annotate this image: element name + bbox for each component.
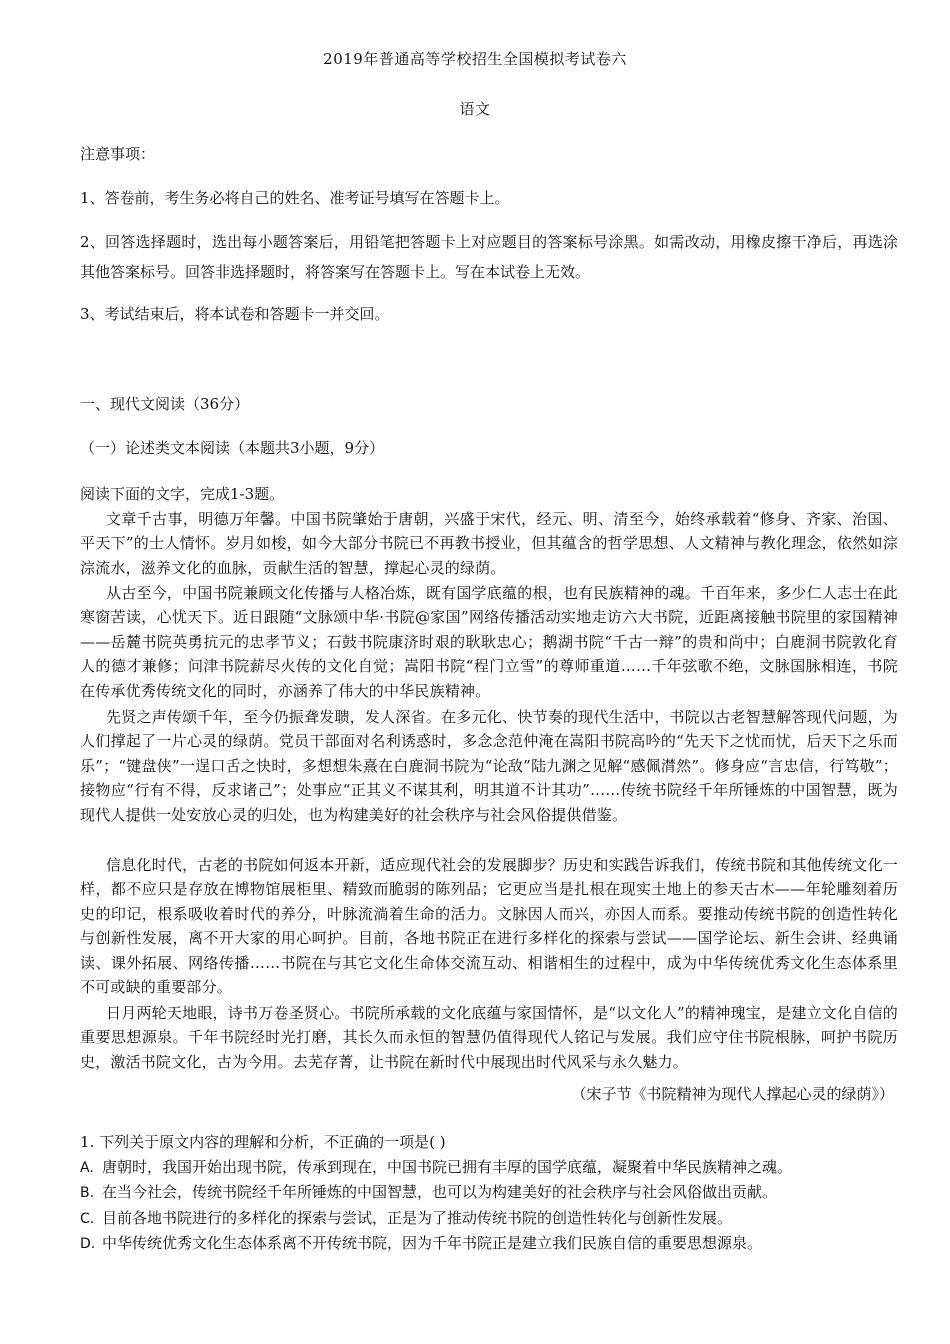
article-paragraph-3: 先贤之声传颂千年，至今仍振聋发聩，发人深省。在多元化、快节奏的现代生活中，书院以古老智慧解答现代问题，为人们撑起了一片心灵的绿荫。党员干部面对名利诱惑时，多念念范仲淹在嵩阳书院高吟的“先天下之忧而忧，后天下之乐而乐”；“键盘侠”一逞口舌之快时，多想想朱熹在白鹿洞书院为“论敌”陆九渊之见解“感佩潸然”。修身应“言忠信，行笃敬”；接物应“行有不得，反求诸己”；处事应“正其义不谋其利，明其道不计其功”……传统书院经千年所锤炼的中国智慧，既为现代人提供一处安放心灵的归处，也为构建美好的社会秩序与社会风俗提供借鉴。 (80, 708, 898, 824)
option-b-letter: B. (80, 1185, 95, 1202)
article-paragraph-4: 信息化时代，古老的书院如何返本开新，适应现代社会的发展脚步？历史和实践告诉我们，传统书院和其他传统文化一样，都不应只是存放在博物馆展柜里、精致而脆弱的陈列品；它更应当是扎根在现实土地上的参天古木——年轮雕刻着历史的印记，根系吸收着时代的养分，叶脉流淌着生命的活力。文脉因人而兴，亦因人而系。要推动传统书院的创造性转化与创新性发展，离不开大家的用心呵护。目前，各地书院正在进行多样化的探索与尝试——国学论坛、新生会讲、经典诵读、课外拓展、网络传播……书院在与其它文化生命体交流互动、相谐相生的过程中，成为中华传统优秀文化生态体系里不可或缺的重要部分。 (80, 856, 898, 997)
question-1-stem: 1. 下列关于原文内容的理解和分析，不正确的一项是( ) (80, 1133, 446, 1151)
option-a (80, 1155, 910, 1181)
article-source: （宋子节《书院精神为现代人撑起心灵的绿荫》） (571, 1085, 894, 1103)
notice-item-3: 3、考试结束后，将本试卷和答题卡一并交回。 (80, 305, 390, 323)
section-heading: 一、现代文阅读（36分） (80, 395, 250, 413)
notice-item-2: 2、回答选择题时，选出每小题答案后，用铅笔把答题卡上对应题目的答案标号涂黑。如需改动，用橡皮擦干净后，再选涂其他答案标号。回答非选择题时，将答案写在答题卡上。写在本试卷上无效。 (80, 233, 898, 281)
notice-heading: 注意事项： (80, 145, 156, 163)
subject-title: 语文 (459, 100, 491, 118)
notice-item-1: 1、答卷前，考生务必将自己的姓名、准考证号填写在答题卡上。 (80, 189, 510, 207)
option-d-letter: D. (80, 1236, 96, 1253)
option-b-text: 在当今社会，传统书院经千年所锤炼的中国智慧，也可以为构建美好的社会秩序与社会风俗做出贡献。 (102, 1183, 778, 1202)
option-c-text: 目前各地书院进行的多样化的探索与尝试，正是为了推动传统书院的创造性转化与创新性发展。 (102, 1208, 733, 1227)
exam-title: 2019年普通高等学校招生全国模拟考试卷六 (323, 50, 627, 68)
option-b (80, 1180, 910, 1206)
option-d-text: 中华传统优秀文化生态体系离不开传统书院，因为千年书院正是建立我们民族自信的重要思想源泉。 (102, 1234, 763, 1253)
section-subheading: （一）论述类文本阅读（本题共3小题，9分） (80, 439, 385, 457)
article-paragraph-5: 日月两轮天地眼，诗书万卷圣贤心。书院所承载的文化底蕴与家国情怀，是“以文化人”的精神瑰宝，是建立文化自信的重要思想源泉。千年书院经时光打磨，其长久而永恒的智慧仍值得现代人铭记与发展。我们应守住书院根脉，呵护书院历史，激活书院文化，古为今用。去芜存菁，让书院在新时代中展现出时代风采与永久魅力。 (80, 1004, 898, 1071)
article-paragraph-1: 文章千古事，明德万年馨。中国书院肇始于唐朝，兴盛于宋代，经元、明、清至今，始终承载着“修身、齐家、治国、平天下”的士人情怀。岁月如梭，如今大部分书院已不再教书授业，但其蕴含的哲学思想、人文精神与教化理念，依然如淙淙流水，滋养文化的血脉，贡献生活的智慧，撑起心灵的绿荫。 (80, 510, 898, 577)
option-a-letter: A. (80, 1159, 94, 1176)
article-paragraph-2: 从古至今，中国书院兼顾文化传播与人格冶炼，既有国学底蕴的根，也有民族精神的魂。千百年来，多少仁人志士在此寒窗苦读，心忧天下。近日跟随“文脉颂中华·书院@家国”网络传播活动实地走访六大书院，近距离接触书院里的家国精神——岳麓书院英勇抗元的忠孝节义；石鼓书院康济时艰的耿耿忠心；鹅湖书院“千古一辩”的贵和尚中；白鹿洞书院敦化育人的德才兼修；问津书院薪尽火传的文化自觉；嵩阳书院“程门立雪”的尊师重道……千年弦歌不绝，文脉国脉相连，书院在传承优秀传统文化的同时，亦涵养了伟大的中华民族精神。 (80, 584, 898, 700)
question-1 (80, 1130, 910, 1257)
option-c (80, 1206, 910, 1232)
option-c-letter: C. (80, 1210, 95, 1227)
reading-instruction: 阅读下面的文字，完成1-3题。 (80, 485, 285, 503)
option-a-text: 唐朝时，我国开始出现书院，传承到现在，中国书院已拥有丰厚的国学底蕴，凝聚着中华民族精神之魂。 (102, 1157, 793, 1176)
option-d (80, 1231, 910, 1257)
